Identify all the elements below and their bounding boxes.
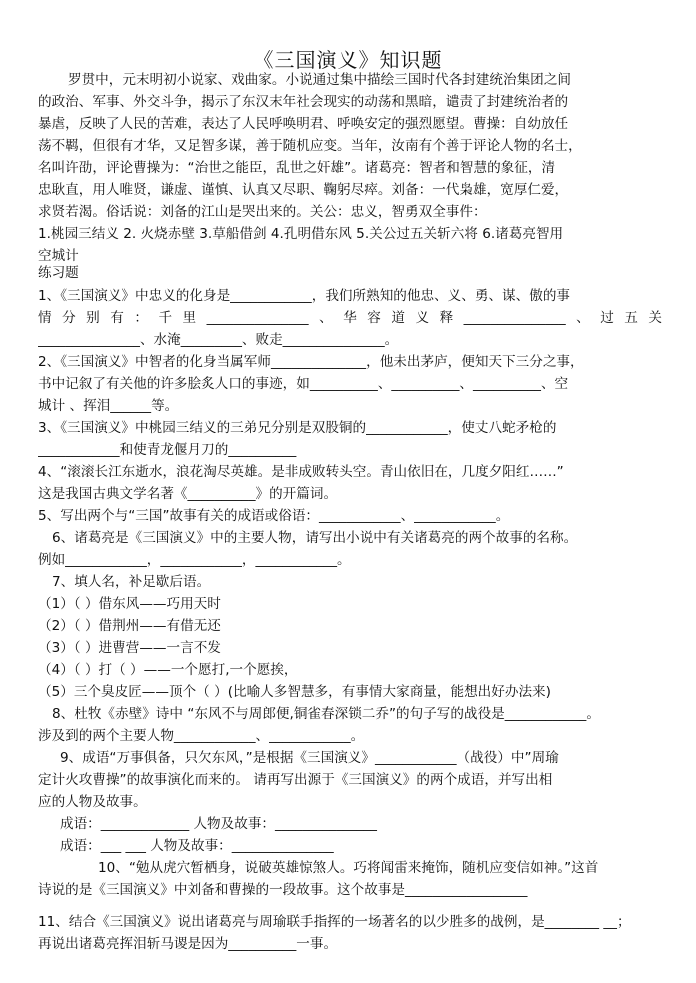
question-line: （5）三个臭皮匠——顶个（ ）(比喻人多智慧多，有事情大家商量，能想出好办法来) — [38, 684, 551, 700]
question-line: 成语：___ ___ 人物及故事：_______________ — [60, 838, 334, 854]
question-line: 成语：_____________ 人物及故事：_______________ — [60, 816, 377, 832]
intro-line: 的政治、军事、外交斗争，揭示了东汉末年社会现实的动荡和黑暗，谴责了封建统治者的 — [38, 94, 569, 110]
intro-line: 求贤若渴。俗话说：刘备的江山是哭出来的。关公：忠义，智勇双全事件： — [38, 204, 487, 220]
question-line: 涉及到的两个主要人物____________、____________。 — [38, 728, 365, 744]
question-line: 5、写出两个与“三国”故事有关的成语或俗语：____________、____________。 — [38, 508, 510, 524]
question-line: 8、杜牧《赤壁》诗中 “东风不与周郎便,铜雀春深锁二乔”的句子写的战役是____________。 — [52, 706, 600, 722]
question-line: 例如____________，____________，____________。 — [38, 552, 351, 568]
question-line: 书中记叙了有关他的许多脍炙人口的事迹，如__________、__________、__________、空 — [38, 376, 569, 392]
question-line: 4、“滚滚长江东逝水，浪花淘尽英雄。是非成败转头空。青山依旧在，几度夕阳红……” — [38, 464, 564, 480]
question-line: 7、填人名，补足歇后语。 — [52, 574, 211, 590]
intro-line: 名叫许劭，评论曹操为：“治世之能臣，乱世之奸雄”。诸葛亮：智者和智慧的象征，清 — [38, 160, 556, 176]
question-line: 2、《三国演义》中智者的化身当属军师______________，他未出茅庐，便知天下三分之事， — [38, 354, 584, 370]
question-line: _______________、水淹_________、败走_______________。 — [38, 332, 399, 348]
question-line: 诗说的是《三国演义》中刘备和曹操的一段故事。这个故事是__________________ — [38, 882, 528, 898]
page-title: 《三国演义》知识题 — [253, 48, 443, 72]
question-line: （4）（ ）打（ ）——一个愿打,一个愿挨， — [38, 662, 298, 678]
question-line: 11、结合《三国演义》说出诸葛亮与周瑜联手指挥的一场著名的以少胜多的战例，是________ __； — [38, 914, 631, 930]
question-line: 1、《三国演义》中忠义的化身是____________，我们所熟知的他忠、义、勇、谋、傲的事 — [38, 288, 571, 304]
question-line: 10、“勉从虎穴暂栖身，说破英雄惊煞人。巧将闻雷来掩饰，随机应变信如神。”这首 — [98, 860, 599, 876]
intro-line: 空城计 — [38, 248, 79, 264]
question-line: 这是我国古典文学名著《__________》的开篇词。 — [38, 486, 338, 502]
question-line: ____________和使青龙偃月刀的__________ — [38, 442, 297, 458]
question-line: 3、《三国演义》中桃园三结义的三弟兄分别是双股铜的____________，使丈八蛇矛枪的 — [38, 420, 557, 436]
question-line: 定计火攻曹操”的故事演化而来的。 请再写出源于《三国演义》的两个成语，并写出相 — [38, 772, 553, 788]
intro-line: 荡不羁，但很有才华，又足智多谋，善于随机应变。当年，汝南有个善于评论人物的名士， — [38, 138, 582, 154]
question-line: （2）（ ）借荆州——有借无还 — [38, 618, 221, 634]
exercise-heading: 练习题 — [38, 265, 79, 281]
question-line: 9、成语“万事俱备，只欠东风，”是根据《三国演义》____________（战役）中”周瑜 — [60, 750, 559, 766]
intro-line: 1.桃园三结义 2. 火烧赤壁 3.草船借剑 4.孔明借东风 5.关公过五关斩六将 6.诸葛亮智用 — [38, 226, 564, 242]
intro-line: 罗贯中，元末明初小说家、戏曲家。小说通过集中描绘三国时代各封建统治集团之间 — [68, 72, 571, 88]
question-line: （3）（ ）进曹营——一言不发 — [38, 640, 221, 656]
question-line: 再说出诸葛亮挥泪斩马谡是因为__________一事。 — [38, 936, 338, 952]
question-line: 城计 、挥泪______等。 — [38, 398, 179, 414]
question-line: 情分别有：千里_______________、华容道义释_______________、过五关 — [38, 310, 662, 326]
intro-line: 暴虐，反映了人民的苦难，表达了人民呼唤明君、呼唤安定的强烈愿望。曹操：自幼放任 — [38, 116, 569, 132]
question-line: （1）（ ）借东风——巧用天时 — [38, 596, 221, 612]
question-line: 应的人物及故事。 — [38, 794, 147, 810]
question-line: 6、诸葛亮是《三国演义》中的主要人物，请写出小说中有关诸葛亮的两个故事的名称。 — [52, 530, 578, 546]
intro-line: 忠耿直，用人唯贤，谦虚、谨慎、认真又尽职、鞠躬尽瘁。刘备：一代枭雄，宽厚仁爱， — [38, 182, 569, 198]
